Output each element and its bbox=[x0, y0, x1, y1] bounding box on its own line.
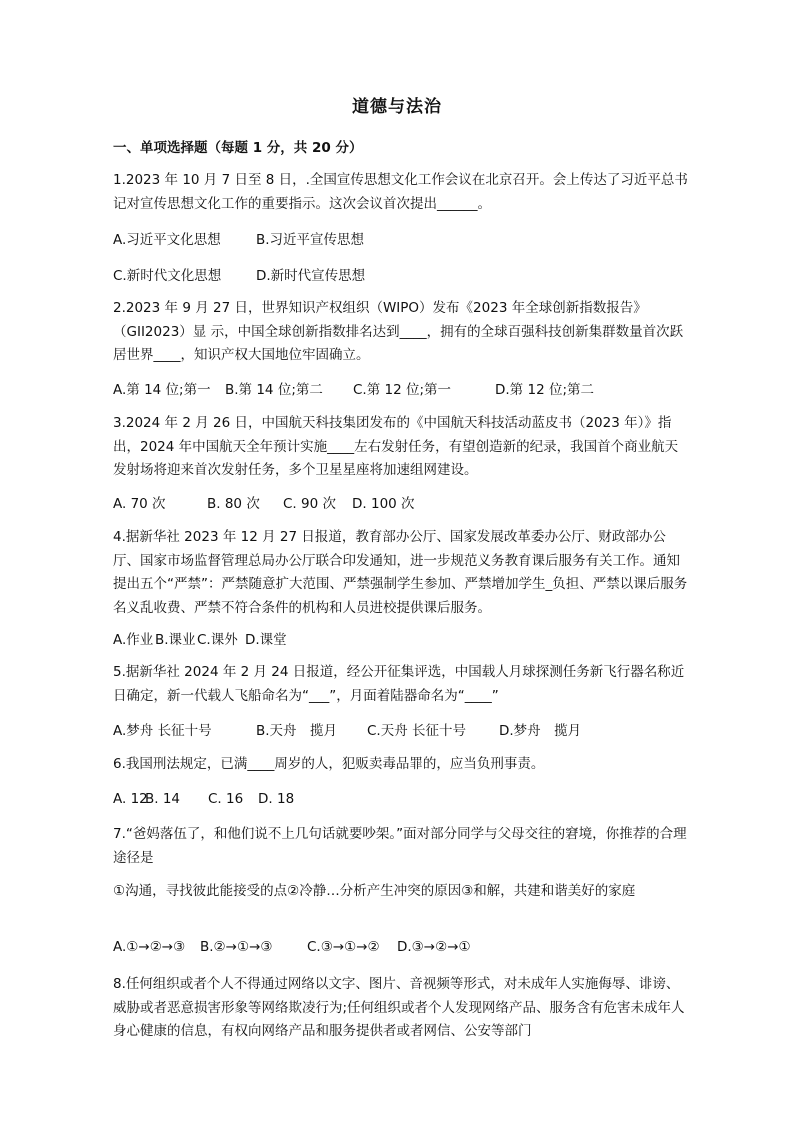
question-3-option-d[interactable]: D. 100 次 bbox=[352, 496, 415, 512]
question-1-option-b[interactable]: B.习近平宣传思想 bbox=[256, 232, 365, 248]
question-6-option-b[interactable]: B. 14 bbox=[145, 791, 181, 807]
question-2-text: 2.2023 年 9 月 27 日，世界知识产权组织（WIPO）发布《2023 年全球创新指数报告》（GII2023）显 示，中国全球创新指数排名达到____，拥有的全球百强科技创新集群数量首次跃居世界____，知识产权大国地位牢固确立。 bbox=[113, 300, 684, 363]
question-5-text: 5.据新华社 2024 年 2 月 24 日报道，经公开征集评选，中国载人月球探测任务新飞行器名称近日确定，新一代载人飞船命名为“___”，月面着陆器命名为“____” bbox=[113, 664, 685, 704]
question-3-option-b[interactable]: B. 80 次 bbox=[207, 496, 260, 512]
question-1-text: 1.2023 年 10 月 7 日至 8 日，.全国宣传思想文化工作会议在北京召开。会上传达了习近平总书记对宣传思想文化工作的重要指示。这次会议首次提出______。 bbox=[113, 172, 688, 212]
question-6-options bbox=[113, 791, 294, 807]
question-3-option-c[interactable]: C. 90 次 bbox=[283, 496, 336, 512]
question-6-option-d[interactable]: D. 18 bbox=[258, 791, 295, 807]
question-7-statements: ①沟通，寻找彼此能接受的点②冷静…分析产生冲突的原因③和解，共建和谐美好的家庭 bbox=[113, 883, 636, 899]
question-7-options bbox=[113, 939, 471, 955]
question-4-option-d[interactable]: D.课堂 bbox=[245, 632, 287, 648]
question-7-option-b[interactable]: B.②→①→③ bbox=[200, 939, 273, 955]
question-5-options bbox=[113, 719, 581, 739]
question-3-text: 3.2024 年 2 月 26 日，中国航天科技集团发布的《中国航天科技活动蓝皮书（2023 年）》指出，2024 年中国航天全年预计实施____左右发射任务，有望创造新的纪录，我国首个商业航天发射场将迎来首次发射任务，多个卫星星座将加速组网建设。 bbox=[113, 415, 679, 478]
question-2-option-c[interactable]: C.第 12 位;第一 bbox=[353, 382, 452, 398]
page-title: 道德与法治 bbox=[352, 97, 442, 117]
question-5-option-a[interactable]: A.梦舟 长征十号 bbox=[113, 723, 212, 739]
question-3-options bbox=[113, 492, 415, 512]
question-7-option-a[interactable]: A.①→②→③ bbox=[113, 939, 186, 955]
question-6-text: 6.我国刑法规定，已满____周岁的人，犯贩卖毒品罪的，应当负刑事责。 bbox=[113, 756, 545, 772]
question-7-text: 7.“爸妈落伍了，和他们说不上几句话就要吵架。”面对部分同学与父母交往的窘境，你推荐的合理途径是 bbox=[113, 826, 687, 866]
question-1-option-d[interactable]: D.新时代宣传思想 bbox=[256, 268, 366, 284]
question-7-option-d[interactable]: D.③→②→① bbox=[397, 939, 471, 955]
question-2-option-a[interactable]: A.第 14 位;第一 bbox=[113, 382, 211, 398]
question-7-option-c[interactable]: C.③→①→② bbox=[307, 939, 380, 955]
question-4-option-a[interactable]: A.作业 bbox=[113, 632, 154, 648]
question-2-option-d[interactable]: D.第 12 位;第二 bbox=[495, 382, 594, 398]
question-1-options-row-1 bbox=[113, 228, 364, 248]
section-heading: 一、单项选择题（每题 1 分，共 20 分） bbox=[113, 140, 363, 156]
question-4-option-c[interactable]: C.课外 bbox=[197, 632, 238, 648]
question-2-options bbox=[113, 378, 594, 398]
question-4-options bbox=[113, 628, 287, 648]
question-5-option-d[interactable]: D.梦舟 揽月 bbox=[499, 723, 582, 739]
question-1-option-a[interactable]: A.习近平文化思想 bbox=[113, 232, 221, 248]
question-5-option-c[interactable]: C.天舟 长征十号 bbox=[367, 723, 467, 739]
question-1-options-row-2 bbox=[113, 264, 365, 284]
question-3-option-a[interactable]: A. 70 次 bbox=[113, 496, 166, 512]
question-6-option-a[interactable]: A. 12 bbox=[113, 791, 148, 807]
question-5-option-b[interactable]: B.天舟 揽月 bbox=[256, 723, 338, 739]
question-8-text: 8.任何组织或者个人不得通过网络以文字、图片、音视频等形式，对未成年人实施侮辱、诽谤、威胁或者恶意损害形象等网络欺凌行为;任何组织或者个人发现网络产品、服务含有危害未成年人身心健康的信息，有权向网络产品和服务提供者或者网信、公安等部门 bbox=[113, 976, 685, 1039]
question-4-text: 4.据新华社 2023 年 12 月 27 日报道，教育部办公厅、国家发展改革委办公厅、财政部办公厅、国家市场监督管理总局办公厅联合印发通知，进一步规范义务教育课后服务有关工作。通知提出五个“严禁”：严禁随意扩大范围、严禁强制学生参加、严禁增加学生_负担、严禁以课后服务名义乱收费、严禁不符合条件的机构和人员进校提供课后服务。 bbox=[113, 529, 688, 616]
question-2-option-b[interactable]: B.第 14 位;第二 bbox=[225, 382, 323, 398]
question-1-option-c[interactable]: C.新时代文化思想 bbox=[113, 268, 222, 284]
question-6-option-c[interactable]: C. 16 bbox=[208, 791, 244, 807]
question-4-option-b[interactable]: B.课业 bbox=[155, 632, 196, 648]
